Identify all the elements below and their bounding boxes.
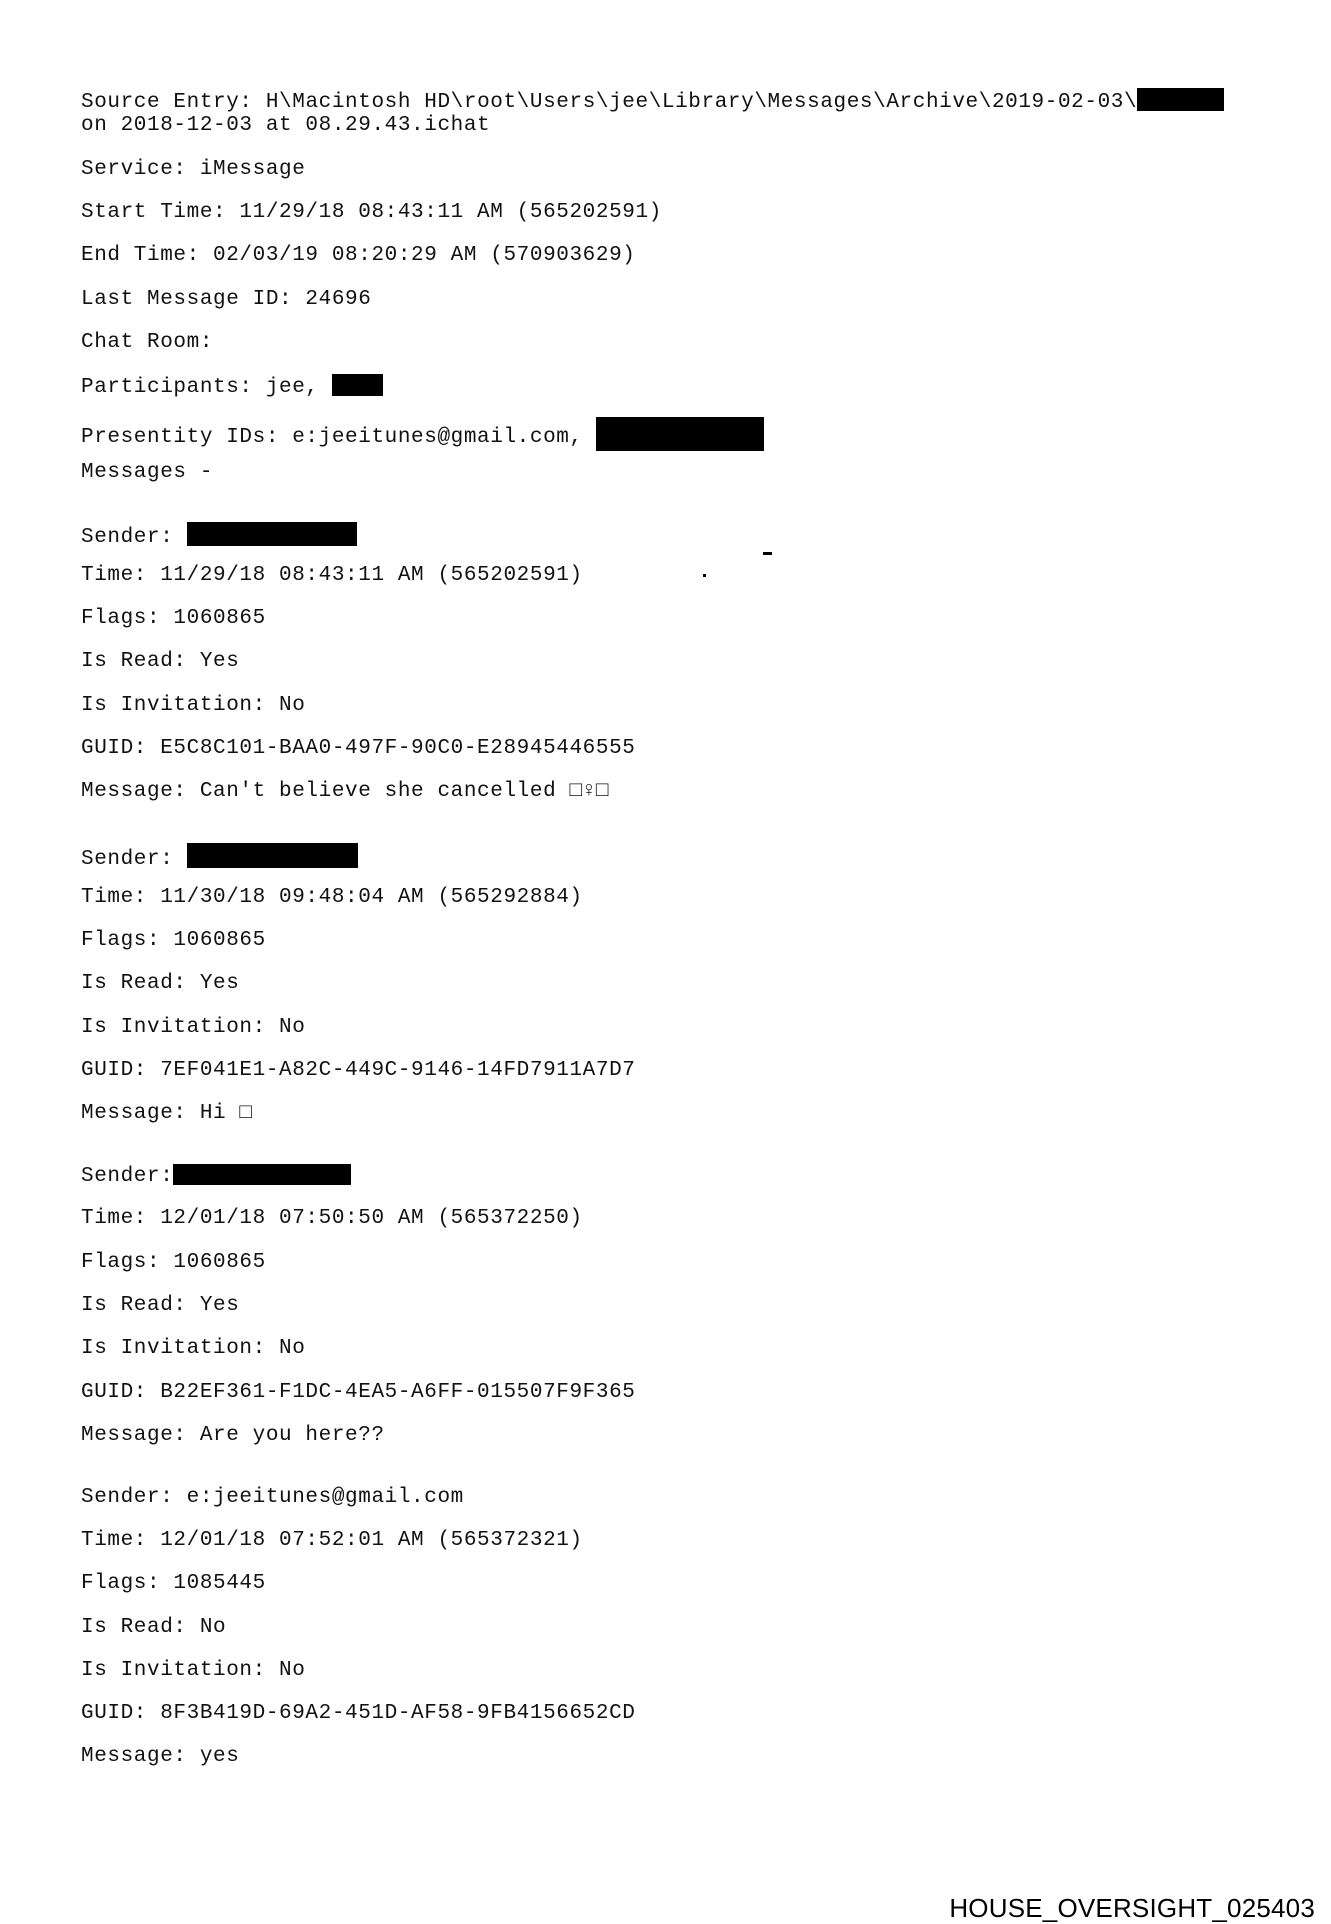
sender-label: Sender:	[81, 526, 174, 549]
participants-label: Participants: jee,	[81, 376, 319, 399]
messages-label: Messages -	[81, 461, 214, 484]
source-entry-date: on 2018-12-03 at 08.29.43.ichat	[81, 114, 491, 137]
sender-label: Sender:	[81, 1165, 174, 1188]
scan-artifact	[703, 574, 706, 577]
source-entry-path: H\Macintosh HD\root\Users\jee\Library\Messages\Archive\2019-02-03\	[265, 91, 1138, 114]
presentity-label: Presentity IDs: e:jeeitunes@gmail.com,	[81, 426, 583, 449]
source-entry-label: Source Entry:	[81, 91, 253, 114]
message-is-read: Is Read: No	[81, 1616, 227, 1639]
message-flags: Flags: 1060865	[81, 607, 266, 630]
presentity-line	[81, 417, 764, 451]
redaction-box	[332, 374, 383, 396]
message-is-invitation: Is Invitation: No	[81, 694, 306, 717]
message-text: Message: Hi □	[81, 1102, 253, 1125]
message-flags: Flags: 1060865	[81, 1251, 266, 1274]
message-flags: Flags: 1060865	[81, 929, 266, 952]
redaction-box	[596, 417, 764, 451]
message-time: Time: 12/01/18 07:52:01 AM (565372321)	[81, 1529, 583, 1552]
message-time: Time: 12/01/18 07:50:50 AM (565372250)	[81, 1207, 583, 1230]
message-time: Time: 11/29/18 08:43:11 AM (565202591)	[81, 564, 583, 587]
message-is-read: Is Read: Yes	[81, 650, 240, 673]
redaction-box	[187, 843, 358, 868]
message-is-read: Is Read: Yes	[81, 972, 240, 995]
chat-room-line: Chat Room:	[81, 331, 214, 354]
participants-line	[81, 374, 383, 400]
source-entry-line	[81, 88, 1224, 115]
message-text: Message: Can't believe she cancelled □♀□	[81, 780, 610, 803]
redaction-box	[1137, 88, 1224, 111]
scan-artifact	[763, 552, 772, 555]
message-sender: Sender: e:jeeitunes@gmail.com	[81, 1486, 464, 1509]
message-is-read: Is Read: Yes	[81, 1294, 240, 1317]
message-guid: GUID: B22EF361-F1DC-4EA5-A6FF-015507F9F365	[81, 1381, 636, 1404]
redaction-box	[187, 522, 357, 546]
sender-label: Sender:	[81, 848, 174, 871]
message-text: Message: yes	[81, 1745, 240, 1768]
message-is-invitation: Is Invitation: No	[81, 1016, 306, 1039]
redaction-box	[173, 1164, 351, 1185]
start-time-line: Start Time: 11/29/18 08:43:11 AM (565202591)	[81, 201, 662, 224]
message-guid: GUID: 7EF041E1-A82C-449C-9146-14FD7911A7D7	[81, 1059, 636, 1082]
end-time-line: End Time: 02/03/19 08:20:29 AM (570903629)	[81, 244, 636, 267]
message-guid: GUID: E5C8C101-BAA0-497F-90C0-E28945446555	[81, 737, 636, 760]
message-flags: Flags: 1085445	[81, 1572, 266, 1595]
bates-number: HOUSE_OVERSIGHT_025403	[949, 1893, 1315, 1923]
message-is-invitation: Is Invitation: No	[81, 1659, 306, 1682]
message-text: Message: Are you here??	[81, 1424, 385, 1447]
message-sender	[81, 522, 357, 550]
message-sender	[81, 843, 358, 872]
message-sender	[81, 1164, 351, 1189]
message-guid: GUID: 8F3B419D-69A2-451D-AF58-9FB4156652CD	[81, 1702, 636, 1725]
last-message-id-line: Last Message ID: 24696	[81, 288, 372, 311]
service-line: Service: iMessage	[81, 158, 306, 181]
message-time: Time: 11/30/18 09:48:04 AM (565292884)	[81, 886, 583, 909]
message-is-invitation: Is Invitation: No	[81, 1337, 306, 1360]
